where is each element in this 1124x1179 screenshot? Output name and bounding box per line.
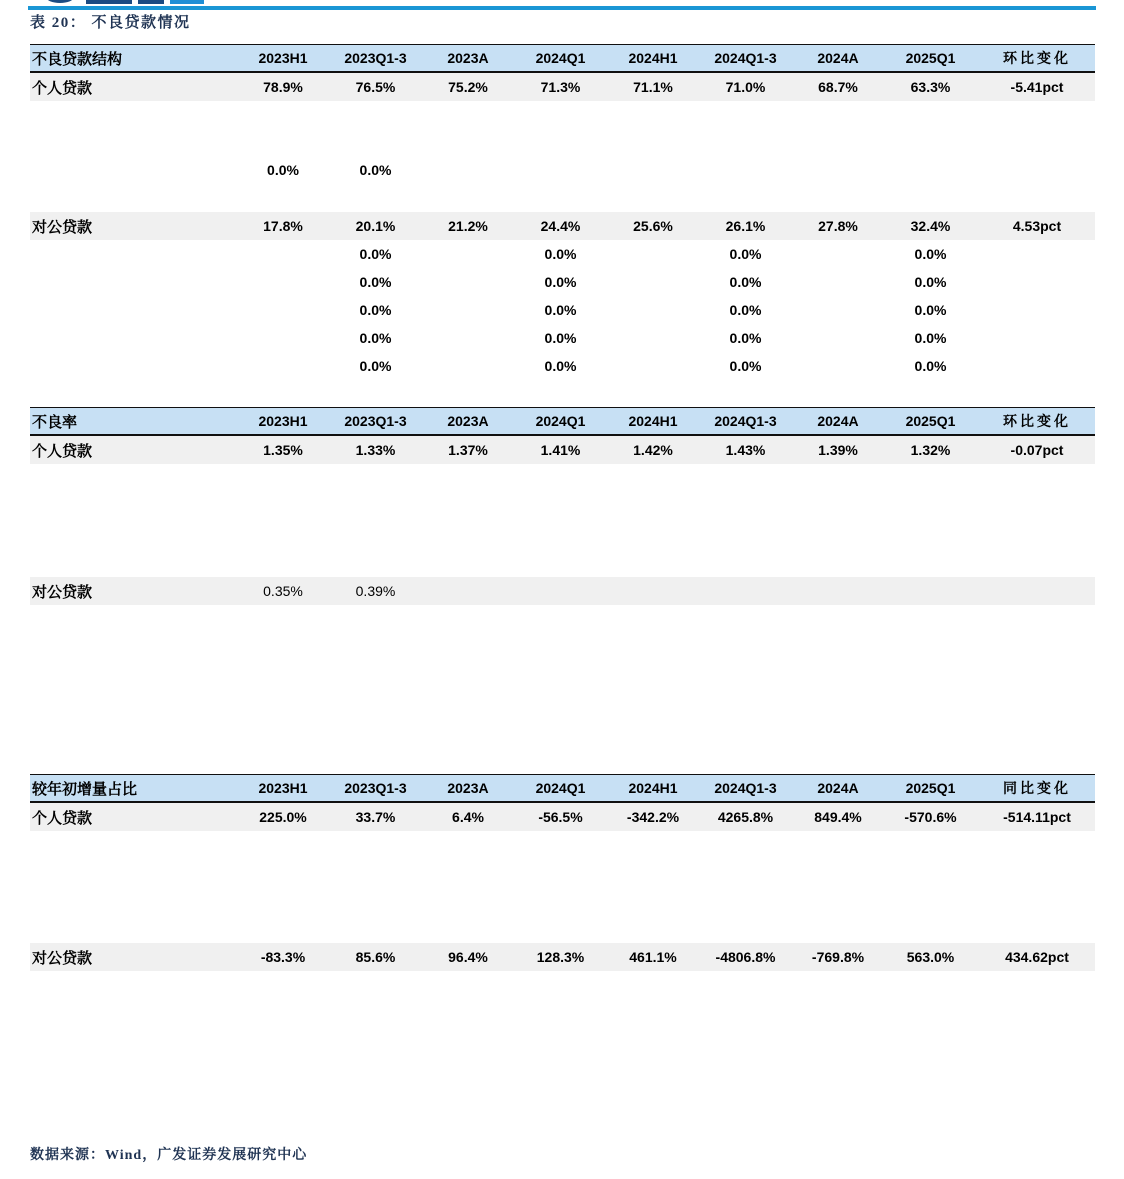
value-cell: 63.3%: [910, 79, 951, 95]
period-column-header: 2025Q1: [905, 780, 956, 796]
value-cell: 0.0%: [729, 330, 762, 346]
value-cell: 0.0%: [359, 162, 392, 178]
period-column-header: 2023A: [447, 413, 489, 429]
row-label: 个人贷款: [32, 80, 93, 97]
value-cell: 0.0%: [544, 274, 577, 290]
table-title: 表 20： 不良贷款情况: [30, 15, 191, 31]
logo-text-fragment: [170, 0, 204, 4]
period-column-header: 2024A: [817, 780, 859, 796]
period-column-header: 2023A: [447, 780, 489, 796]
value-cell: 68.7%: [818, 79, 858, 95]
value-cell: 0.35%: [263, 583, 303, 599]
value-cell: 0.0%: [544, 302, 577, 318]
value-cell: 0.0%: [359, 330, 392, 346]
value-cell: 96.4%: [448, 949, 488, 965]
period-column-header: 2023H1: [258, 413, 308, 429]
logo-text-fragment: [86, 0, 132, 4]
value-cell: 20.1%: [355, 218, 396, 234]
row-label: 对公贷款: [32, 219, 93, 236]
row-label: 较年初增量占比: [32, 781, 138, 798]
period-column-header: 2024Q1: [535, 780, 586, 796]
table-row: [30, 577, 1095, 605]
row-label: 不良贷款结构: [32, 51, 123, 68]
value-cell: 0.0%: [359, 246, 392, 262]
value-cell: 0.0%: [544, 330, 577, 346]
row-label: 对公贷款: [32, 950, 93, 967]
value-cell: 78.9%: [263, 79, 303, 95]
value-cell: 0.0%: [359, 358, 392, 374]
value-cell: 0.0%: [267, 162, 299, 178]
table-row: [30, 352, 1095, 380]
period-column-header: 2024Q1: [535, 50, 586, 66]
value-cell: 0.0%: [729, 246, 762, 262]
row-label: 个人贷款: [32, 443, 93, 460]
table-section-header-row: [30, 774, 1095, 803]
period-column-header: 2024Q1: [535, 413, 586, 429]
value-cell: 1.33%: [355, 442, 396, 458]
change-column-header: 同比变化: [1003, 782, 1071, 797]
value-cell: 128.3%: [536, 949, 585, 965]
value-cell: -4806.8%: [715, 949, 776, 965]
table-row: [30, 296, 1095, 324]
period-column-header: 2024A: [817, 413, 859, 429]
value-cell: 0.0%: [914, 358, 947, 374]
source-note: 数据来源：Wind，广发证券发展研究中心: [30, 1148, 308, 1163]
value-cell: 33.7%: [355, 809, 396, 825]
table-row: [30, 240, 1095, 268]
value-cell: 0.0%: [914, 246, 947, 262]
value-cell: 4265.8%: [717, 809, 774, 825]
period-column-header: 2023Q1-3: [344, 780, 407, 796]
row-label: 对公贷款: [32, 584, 93, 601]
value-cell: 225.0%: [259, 809, 307, 825]
value-cell: 1.32%: [910, 442, 951, 458]
change-column-header: 环比变化: [1003, 415, 1071, 430]
period-column-header: 2023Q1-3: [344, 413, 407, 429]
value-cell: -83.3%: [260, 949, 306, 965]
accent-rule: [28, 6, 1096, 10]
value-cell: 0.0%: [359, 274, 392, 290]
period-column-header: 2024Q1-3: [714, 780, 777, 796]
value-cell: 563.0%: [906, 949, 955, 965]
period-column-header: 2024Q1-3: [714, 50, 777, 66]
value-cell: 0.0%: [544, 246, 577, 262]
period-column-header: 2025Q1: [905, 50, 956, 66]
value-cell: 461.1%: [629, 949, 677, 965]
period-column-header: 2024H1: [628, 50, 678, 66]
value-cell: 0.0%: [914, 274, 947, 290]
value-cell: 1.42%: [633, 442, 673, 458]
value-cell: 1.35%: [263, 442, 303, 458]
value-cell: -570.6%: [904, 809, 957, 825]
change-value-cell: 4.53pct: [1012, 218, 1062, 234]
value-cell: 1.39%: [818, 442, 858, 458]
period-column-header: 2024H1: [628, 413, 678, 429]
table-section-header-row: [30, 407, 1095, 436]
logo-text-fragment: [138, 0, 164, 4]
value-cell: 75.2%: [448, 79, 488, 95]
value-cell: 26.1%: [725, 218, 766, 234]
table-section-header-row: [30, 44, 1095, 73]
value-cell: 85.6%: [355, 949, 396, 965]
value-cell: 6.4%: [452, 809, 484, 825]
table-row: [30, 268, 1095, 296]
table-row: [30, 73, 1095, 101]
value-cell: 25.6%: [633, 218, 673, 234]
value-cell: 17.8%: [263, 218, 303, 234]
table-row: [30, 156, 1095, 184]
change-column-header: 环比变化: [1003, 52, 1071, 67]
value-cell: 0.0%: [914, 330, 947, 346]
period-column-header: 2023H1: [258, 50, 308, 66]
value-cell: 27.8%: [818, 218, 858, 234]
period-column-header: 2024H1: [628, 780, 678, 796]
period-column-header: 2023H1: [258, 780, 308, 796]
value-cell: 0.0%: [729, 358, 762, 374]
value-cell: 1.43%: [725, 442, 766, 458]
logo-strip: [0, 0, 1124, 4]
change-value-cell: -5.41pct: [1010, 79, 1064, 95]
change-value-cell: 434.62pct: [1005, 949, 1069, 965]
table-row: [30, 803, 1095, 831]
value-cell: -342.2%: [626, 809, 680, 825]
table-row: [30, 324, 1095, 352]
value-cell: 32.4%: [910, 218, 951, 234]
value-cell: 21.2%: [448, 218, 488, 234]
value-cell: 849.4%: [814, 809, 862, 825]
period-column-header: 2024Q1-3: [714, 413, 777, 429]
value-cell: 24.4%: [540, 218, 581, 234]
period-column-header: 2025Q1: [905, 413, 956, 429]
value-cell: 0.0%: [729, 274, 762, 290]
period-column-header: 2023Q1-3: [344, 50, 407, 66]
row-label: 不良率: [32, 414, 78, 431]
table-row: [30, 212, 1095, 240]
value-cell: 0.0%: [914, 302, 947, 318]
value-cell: 0.0%: [544, 358, 577, 374]
change-value-cell: -514.11pct: [1003, 809, 1071, 825]
value-cell: 71.1%: [633, 79, 673, 95]
row-label: 个人贷款: [32, 810, 93, 827]
value-cell: 71.3%: [540, 79, 581, 95]
value-cell: 1.41%: [540, 442, 581, 458]
value-cell: 0.0%: [729, 302, 762, 318]
value-cell: -56.5%: [538, 809, 583, 825]
value-cell: 76.5%: [355, 79, 396, 95]
value-cell: 1.37%: [448, 442, 488, 458]
value-cell: -769.8%: [811, 949, 865, 965]
logo-globe-icon: [46, 0, 74, 3]
value-cell: 0.39%: [355, 583, 396, 599]
change-value-cell: -0.07pct: [1010, 442, 1064, 458]
table-row: [30, 436, 1095, 464]
period-column-header: 2023A: [447, 50, 489, 66]
value-cell: 0.0%: [359, 302, 392, 318]
value-cell: 71.0%: [725, 79, 766, 95]
period-column-header: 2024A: [817, 50, 859, 66]
table-row: [30, 943, 1095, 971]
